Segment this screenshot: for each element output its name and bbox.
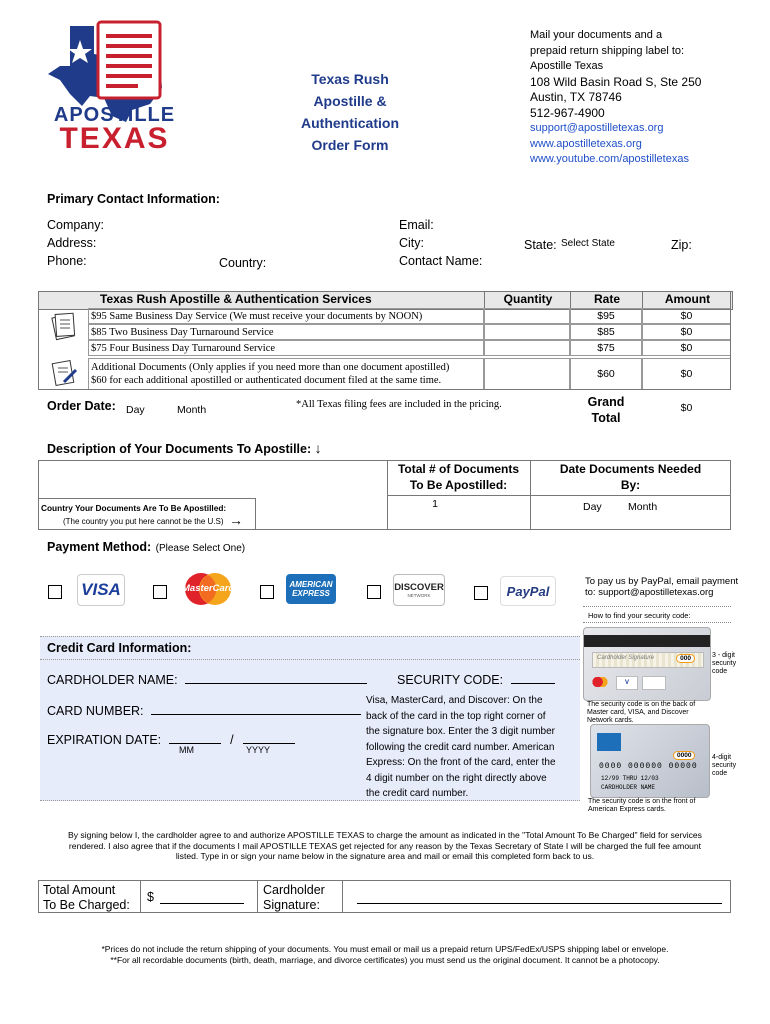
order-date-label: Order Date: xyxy=(47,399,116,413)
footer-line: **For all recordable documents (birth, death, marriage, and divorce certificates) you must send us the original document. It cannot be a photocopy. xyxy=(110,955,660,965)
amount-cell: $0 xyxy=(642,308,731,324)
additional-row xyxy=(88,358,731,390)
amount-cell: $0 xyxy=(642,340,731,356)
agreement-line: By signing below I, the cardholder agree to and authorize APOSTILLE TEXAS to charge the amount as indicated in the "Total Amount To Be Charged" field for services xyxy=(68,830,702,840)
explain-line: Express: On the front of the card, enter the xyxy=(366,757,556,768)
service-rows xyxy=(88,308,731,356)
back-caption xyxy=(587,701,695,725)
amex-mini-icon xyxy=(597,733,621,751)
date-needed-header xyxy=(530,461,731,493)
back-caption-line: Network cards. xyxy=(587,717,634,724)
amex-text-1: AMERICAN xyxy=(289,580,333,589)
mail-line: prepaid return shipping label to: xyxy=(530,44,685,57)
documents-heading xyxy=(47,440,322,456)
cardholder-field[interactable] xyxy=(185,671,367,684)
paypal-note-line: to: support@apostilletexas.org xyxy=(585,587,714,598)
exp-month-field[interactable] xyxy=(169,731,221,744)
front-dates: 12/99 THRU 12/03 xyxy=(601,775,659,782)
logo-word-apostille: APOSTILLE xyxy=(53,104,176,126)
discover-sub: NETWORK xyxy=(407,593,431,598)
total-docs-line: To Be Apostilled: xyxy=(409,478,508,492)
doc-row-line xyxy=(387,495,731,496)
signature-line: Cardholder xyxy=(263,883,325,897)
total-amount-field[interactable] xyxy=(160,890,244,904)
charge-col-line xyxy=(257,880,258,913)
country-apostille-note: (The country you put here cannot be the U.S) xyxy=(63,517,224,526)
signature-line: Signature: xyxy=(263,898,320,912)
document-stack-icon xyxy=(48,310,78,342)
total-word: Total xyxy=(591,411,621,425)
title-line: Order Form xyxy=(311,137,389,153)
rate-cell: $60 xyxy=(570,358,642,390)
rate-cell: $95 xyxy=(570,308,642,324)
card-front-illustration xyxy=(590,724,710,798)
grand-word: Grand xyxy=(587,395,625,409)
rate-cell: $75 xyxy=(570,340,642,356)
back-caption-line: The security code is on the back of xyxy=(587,701,696,708)
four-digit-note xyxy=(712,754,736,778)
explain-line: following the credit card number. American xyxy=(366,741,555,753)
payment-divider xyxy=(583,606,731,608)
signature-strip-text: Cardholder Signature xyxy=(597,655,655,661)
order-day-field[interactable]: Day xyxy=(126,404,145,416)
payment-heading-text: Payment Method: xyxy=(47,540,152,554)
card-number-field[interactable] xyxy=(151,702,361,715)
title-line: Texas Rush xyxy=(311,71,389,87)
phone-label: Phone: xyxy=(47,254,87,268)
country-apostille-box xyxy=(38,498,256,530)
total-docs-header xyxy=(387,461,530,493)
front-number: 0000 000000 00000 xyxy=(599,762,698,771)
mastercard-text: MasterCard xyxy=(182,583,235,594)
fees-note: *All Texas filing fees are included in the pricing. xyxy=(296,399,502,410)
cardholder-label-text: CARDHOLDER NAME: xyxy=(47,673,178,687)
mailing-address xyxy=(530,28,760,168)
visa-checkbox[interactable] xyxy=(48,585,62,599)
country-label: Country: xyxy=(219,256,267,270)
discover-logo xyxy=(393,574,445,606)
security-explain xyxy=(366,693,566,802)
footer-line: *Prices do not include the return shipping of your documents. You must email or mail us a prepaid return UPS/FedEx/USPS shipping label or envelope. xyxy=(101,944,669,954)
front-caption-line: American Express cards. xyxy=(588,806,666,813)
paypal-logo xyxy=(500,576,556,606)
state-label: State: xyxy=(524,238,557,252)
front-name: CARDHOLDER NAME xyxy=(601,784,656,791)
mail-line: Apostille Texas xyxy=(530,60,604,72)
mm-hint: MM xyxy=(179,745,194,755)
paypal-text: PayPal xyxy=(506,583,550,599)
country-apostille-label: Country Your Documents Are To Be Apostilled: xyxy=(41,503,227,513)
card-number-label-text: CARD NUMBER: xyxy=(47,704,144,718)
logo xyxy=(42,18,187,158)
mail-line: Austin, TX 78746 xyxy=(530,90,622,104)
mini-discover-icon xyxy=(642,676,666,690)
mail-line: 108 Wild Basin Road S, Ste 250 xyxy=(530,74,702,89)
amount-cell: $0 xyxy=(642,324,731,340)
date-needed-line: By: xyxy=(620,478,641,492)
charge-col-line xyxy=(342,880,343,913)
mini-mastercard-icon xyxy=(592,677,608,687)
payment-divider xyxy=(583,622,731,624)
paypal-checkbox[interactable] xyxy=(474,586,488,600)
three-digit-line: security xyxy=(712,660,737,667)
explain-line: the signature box. Enter the 3 digit number xyxy=(366,726,556,737)
mastercard-logo xyxy=(182,572,234,606)
security-howto: How to find your security code: xyxy=(588,611,691,620)
cardholder-label xyxy=(47,671,367,687)
contact-name-label: Contact Name: xyxy=(399,254,483,268)
agreement-line: rendered. I also agree that if the documents I mail APOSTILLE TEXAS get rejected for any reason by the Texas Secretary of State I will be charged the full fee amount xyxy=(68,840,702,851)
footer-notes xyxy=(30,944,740,966)
mail-line: Mail your documents and a xyxy=(530,29,663,41)
address-label: Address: xyxy=(47,236,97,250)
additional-text xyxy=(88,358,484,390)
title-line: Apostille & xyxy=(313,93,387,109)
signature-strip xyxy=(592,652,704,668)
front-code: 0000 xyxy=(673,751,695,760)
three-digit-note xyxy=(712,652,736,676)
email-label: Email: xyxy=(399,218,434,232)
additional-line: $60 for each additional apostilled or authenticated document filed at the same time. xyxy=(91,375,442,386)
quantity-cell[interactable] xyxy=(484,358,570,390)
explain-line: 4 digit number on the right directly above xyxy=(366,772,547,784)
total-amount-line: Total Amount xyxy=(43,883,116,897)
four-digit-line: security xyxy=(712,762,737,769)
quantity-header: Quantity xyxy=(484,291,571,308)
arrow-right-icon: → xyxy=(229,512,243,528)
agreement-line: listed. Type in or sign your name below in the signature area and mail or email this completed form back to us. xyxy=(175,851,595,861)
total-docs-line: Total # of Documents xyxy=(397,462,520,476)
visa-text: VISA xyxy=(81,580,121,599)
four-digit-line: code xyxy=(712,770,728,777)
explain-line: the credit card number. xyxy=(366,788,469,799)
security-label-text: SECURITY CODE: xyxy=(397,673,504,687)
quantity-cell[interactable] xyxy=(484,340,570,356)
description-field[interactable] xyxy=(39,461,386,496)
mastercard-checkbox[interactable] xyxy=(153,585,167,599)
three-digit-line: 3 - digit xyxy=(712,652,735,659)
cc-heading-rule xyxy=(40,659,580,660)
amex-text-2: EXPRESS xyxy=(292,589,330,598)
magnetic-strip xyxy=(584,635,710,647)
service-row-text: $95 Same Business Day Service (We must receive your documents by NOON) xyxy=(88,308,484,324)
exp-slash: / xyxy=(230,733,234,747)
needed-day-field[interactable]: Day xyxy=(583,501,602,513)
youtube-link[interactable]: www.youtube.com/apostilletexas xyxy=(530,153,689,165)
services-header-label: Texas Rush Apostille & Authentication Services xyxy=(100,292,372,306)
amex-checkbox[interactable] xyxy=(260,585,274,599)
arrow-down-icon: ↓ xyxy=(314,440,322,456)
total-amount-line: To Be Charged: xyxy=(43,898,130,912)
mini-visa-icon: V xyxy=(616,676,638,690)
discover-checkbox[interactable] xyxy=(367,585,381,599)
front-caption xyxy=(588,798,695,814)
yyyy-hint: YYYY xyxy=(246,745,271,755)
city-label: City: xyxy=(399,236,424,250)
paypal-note-line: To pay us by PayPal, email payment xyxy=(585,576,739,587)
needed-month-field[interactable]: Month xyxy=(628,501,658,513)
back-code: 000 xyxy=(676,654,695,663)
front-caption-line: The security code is on the front of xyxy=(588,798,696,805)
explain-line: Visa, MasterCard, and Discover: On the xyxy=(366,695,543,706)
charge-col-line xyxy=(140,880,141,913)
card-number-label xyxy=(47,702,361,718)
logo-word-texas: TEXAS xyxy=(59,122,170,155)
amount-header: Amount xyxy=(642,291,732,308)
service-row-text: $85 Two Business Day Turnaround Service xyxy=(88,324,484,340)
visa-logo xyxy=(77,574,125,606)
three-digit-line: code xyxy=(712,668,728,675)
dollar-sign: $ xyxy=(147,890,154,904)
documents-heading-text: Description of Your Documents To Apostille: xyxy=(47,442,312,456)
document-count-field[interactable]: 1 xyxy=(432,498,438,510)
payment-heading xyxy=(47,538,245,556)
agreement-text xyxy=(30,830,740,862)
payment-note: (Please Select One) xyxy=(155,543,246,554)
card-back-illustration xyxy=(583,627,711,701)
state-select[interactable]: Select State xyxy=(561,238,615,249)
signature-label xyxy=(263,883,325,913)
service-row-text: $75 Four Business Day Turnaround Service xyxy=(88,340,484,356)
document-pen-icon xyxy=(48,356,78,388)
date-needed-line: Date Documents Needed xyxy=(559,462,702,476)
signature-field[interactable] xyxy=(357,890,722,904)
exp-year-field[interactable] xyxy=(243,731,295,744)
zip-label: Zip: xyxy=(671,238,692,252)
discover-text: DISCOVER xyxy=(394,582,444,593)
four-digit-line: 4-digit xyxy=(712,754,732,761)
amex-logo xyxy=(286,574,336,604)
security-label xyxy=(397,671,555,687)
form-title xyxy=(270,68,430,156)
mail-line: 512-967-4900 xyxy=(530,105,605,120)
additional-line: Additional Documents (Only applies if you need more than one document apostilled) xyxy=(91,362,450,373)
grand-total-amount: $0 xyxy=(680,402,693,414)
email-link[interactable]: support@apostilletexas.org xyxy=(530,122,664,134)
credit-card-heading: Credit Card Information: xyxy=(47,641,192,655)
paypal-note xyxy=(585,576,738,598)
quantity-cell[interactable] xyxy=(484,308,570,324)
company-label: Company: xyxy=(47,218,104,232)
website-link[interactable]: www.apostilletexas.org xyxy=(530,137,642,150)
contact-heading: Primary Contact Information: xyxy=(47,192,220,206)
back-caption-line: Master card, VISA, and Discover xyxy=(587,709,689,716)
total-amount-label xyxy=(43,883,130,913)
grand-total-label xyxy=(570,394,642,426)
country-apostille-field[interactable] xyxy=(257,498,386,529)
rate-header: Rate xyxy=(570,291,643,308)
order-month-field[interactable]: Month xyxy=(177,404,207,416)
security-field[interactable] xyxy=(511,671,555,684)
rate-cell: $85 xyxy=(570,324,642,340)
expiration-label-text: EXPIRATION DATE: xyxy=(47,733,162,747)
title-line: Authentication xyxy=(301,115,399,131)
explain-line: back of the card in the top right corner of xyxy=(366,710,546,722)
amount-cell: $0 xyxy=(642,358,731,390)
quantity-cell[interactable] xyxy=(484,324,570,340)
